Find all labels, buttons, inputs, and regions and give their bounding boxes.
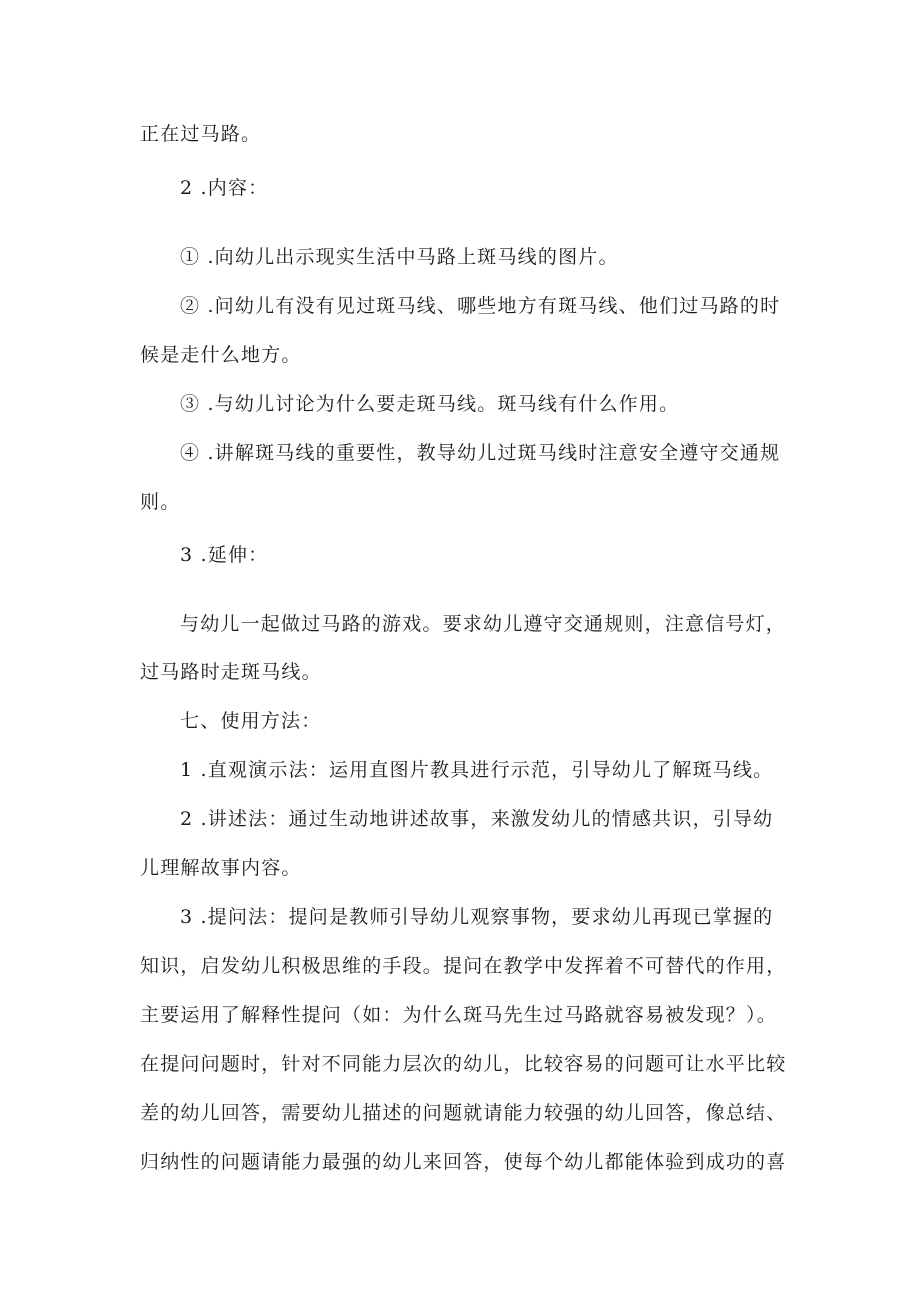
text-line: 儿理解故事内容。 — [140, 857, 302, 879]
text-line: 过马路时走斑马线。 — [140, 661, 322, 683]
text-line: 则。 — [140, 491, 181, 513]
method-item-2: 2 .讲述法：通过生动地讲述故事，来激发幼儿的情感共识，引导幼 — [180, 808, 774, 830]
section-heading-content: 2 .内容： — [180, 177, 269, 199]
text-line: 正在过马路。 — [140, 123, 262, 145]
text-line: 候是走什么地方。 — [140, 344, 302, 366]
list-item-3: ③ .与幼儿讨论为什么要走斑马线。斑马线有什么作用。 — [180, 393, 680, 415]
list-item-2: ② .问幼儿有没有见过斑马线、哪些地方有斑马线、他们过马路的时 — [180, 295, 781, 317]
text-line: 归纳性的问题请能力最强的幼儿来回答，使每个幼儿都能体验到成功的喜 — [140, 1151, 787, 1173]
paragraph-line: 与幼儿一起做过马路的游戏。要求幼儿遵守交通规则，注意信号灯， — [180, 613, 787, 635]
method-item-1: 1 .直观演示法：运用直图片教具进行示范，引导幼儿了解斑马线。 — [180, 759, 774, 781]
text-line: 在提问问题时，针对不同能力层次的幼儿，比较容易的问题可让水平比较 — [140, 1053, 787, 1075]
section-heading-extension: 3 .延伸： — [180, 544, 269, 566]
text-line: 差的幼儿回答，需要幼儿描述的问题就请能力较强的幼儿回答，像总结、 — [140, 1102, 787, 1124]
list-item-4: ④ .讲解斑马线的重要性，教导幼儿过斑马线时注意安全遵守交通规 — [180, 442, 781, 464]
list-item-1: ① .向幼儿出示现实生活中马路上斑马线的图片。 — [180, 246, 619, 268]
text-line: 主要运用了解释性提问（如：为什么斑马先生过马路就容易被发现？）。 — [140, 1004, 777, 1026]
text-line: 知识，启发幼儿积极思维的手段。提问在教学中发挥着不可替代的作用， — [140, 955, 787, 977]
method-item-3: 3 .提问法：提问是教师引导幼儿观察事物，要求幼儿再现已掌握的 — [180, 906, 774, 928]
section-heading-methods: 七、使用方法： — [180, 710, 322, 732]
